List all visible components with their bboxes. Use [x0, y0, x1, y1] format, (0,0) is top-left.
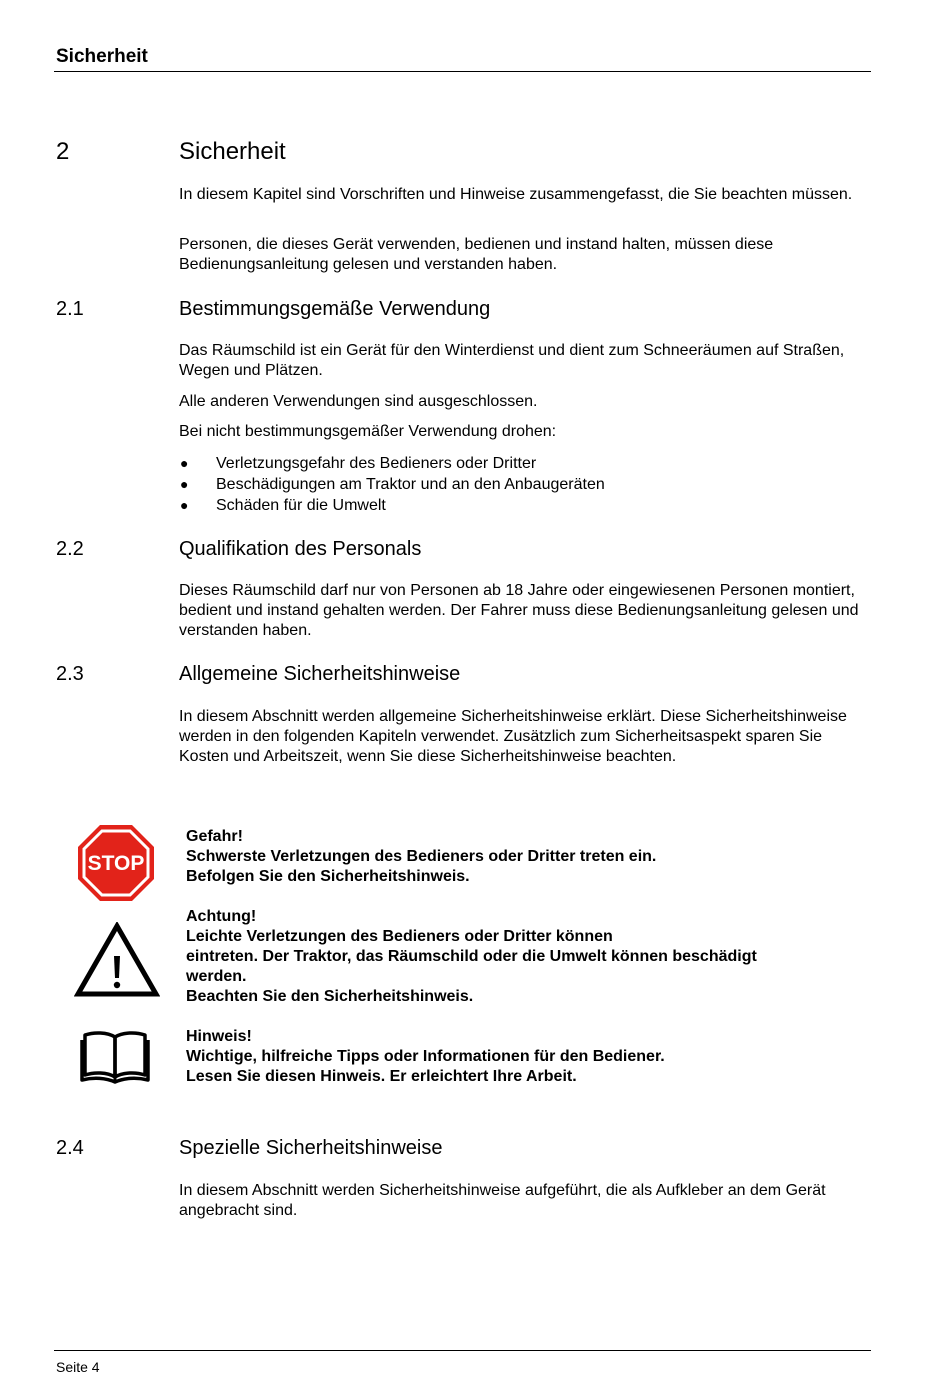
chapter-readers-paragraph: Personen, die dieses Gerät verwenden, bedienen und instand halten, müssen diese Bedienungsanleitung gelesen und verstanden haben.	[179, 236, 774, 273]
exclusion-paragraph: Alle anderen Verwendungen sind ausgeschlossen.	[179, 393, 538, 410]
note-notice-label: Hinweis!	[186, 1028, 252, 1045]
warning-triangle-icon	[74, 922, 160, 998]
section-title: Qualifikation des Personals	[179, 538, 422, 560]
section-number: 2.4	[56, 1137, 84, 1159]
note-notice	[186, 1027, 846, 1087]
bullet-icon: ●	[180, 497, 189, 513]
intended-use-paragraph: Das Räumschild ist ein Gerät für den Winterdienst und dient zum Schneeräumen auf Straßen, Wegen und Plätzen.	[179, 342, 845, 379]
warning-notice-line: Leichte Verletzungen des Bedieners oder Dritter können	[186, 928, 613, 945]
danger-notice	[186, 827, 846, 887]
list-item-text: Beschädigungen am Traktor und an den Anbaugeräten	[216, 476, 605, 493]
section-number: 2.3	[56, 663, 84, 685]
general-safety-paragraph: In diesem Abschnitt werden allgemeine Sicherheitshinweise erklärt. Diese Sicherheitshinweise werden in den folgenden Kapiteln verwendet. Zusätzlich zum Sicherheitsaspekt sparen Sie Kosten und Arbeitszeit, wenn Sie diese Sicherheitshinweise beachten.	[179, 708, 847, 765]
section-number: 2.2	[56, 538, 84, 560]
misuse-risk-list	[179, 453, 605, 516]
stop-sign-text: STOP	[87, 852, 145, 875]
danger-notice-line: Befolgen Sie den Sicherheitshinweis.	[186, 868, 470, 885]
danger-notice-line: Schwerste Verletzungen des Bedieners oder Dritter treten ein.	[186, 848, 657, 865]
warning-notice-line: werden.	[186, 968, 247, 985]
page-number: Seite 4	[56, 1359, 100, 1375]
bullet-icon: ●	[180, 455, 189, 471]
chapter-number: 2	[56, 138, 70, 165]
list-item	[179, 474, 605, 495]
section-title: Bestimmungsgemäße Verwendung	[179, 298, 491, 320]
chapter-intro-paragraph: In diesem Kapitel sind Vorschriften und Hinweise zusammengefasst, die Sie beachten müssen.	[179, 186, 853, 203]
list-item	[179, 453, 605, 474]
personnel-qualification-paragraph: Dieses Räumschild darf nur von Personen ab 18 Jahre oder eingewiesenen Personen montiert, bedient und instand gehalten werden. Der Fahrer muss diese Bedienungsanleitung gelesen und verstanden haben.	[179, 582, 859, 639]
footer-divider	[54, 1350, 871, 1351]
section-title: Allgemeine Sicherheitshinweise	[179, 663, 461, 685]
warning-notice-line: eintreten. Der Traktor, das Räumschild oder die Umwelt können beschädigt	[186, 948, 757, 965]
special-safety-paragraph: In diesem Abschnitt werden Sicherheitshinweise aufgeführt, die als Aufkleber an dem Gerät angebracht sind.	[179, 1182, 826, 1219]
list-item	[179, 495, 605, 516]
danger-notice-label: Gefahr!	[186, 828, 243, 845]
warning-notice-line: Beachten Sie den Sicherheitshinweis.	[186, 988, 474, 1005]
note-notice-line: Wichtige, hilfreiche Tipps oder Informationen für den Bediener.	[186, 1048, 665, 1065]
warning-notice	[186, 907, 846, 1007]
list-item-text: Verletzungsgefahr des Bedieners oder Dritter	[216, 455, 537, 472]
header-divider	[54, 71, 871, 72]
warning-notice-label: Achtung!	[186, 908, 257, 925]
list-item-text: Schäden für die Umwelt	[216, 497, 386, 514]
stop-sign-icon	[77, 824, 155, 902]
section-title: Spezielle Sicherheitshinweise	[179, 1137, 443, 1159]
bullet-icon: ●	[180, 476, 189, 492]
open-book-icon	[80, 1029, 150, 1084]
running-header-title: Sicherheit	[56, 46, 148, 67]
chapter-title: Sicherheit	[179, 138, 286, 165]
note-notice-line: Lesen Sie diesen Hinweis. Er erleichtert Ihre Arbeit.	[186, 1068, 577, 1085]
misuse-intro-paragraph: Bei nicht bestimmungsgemäßer Verwendung drohen:	[179, 423, 557, 440]
section-number: 2.1	[56, 298, 84, 320]
